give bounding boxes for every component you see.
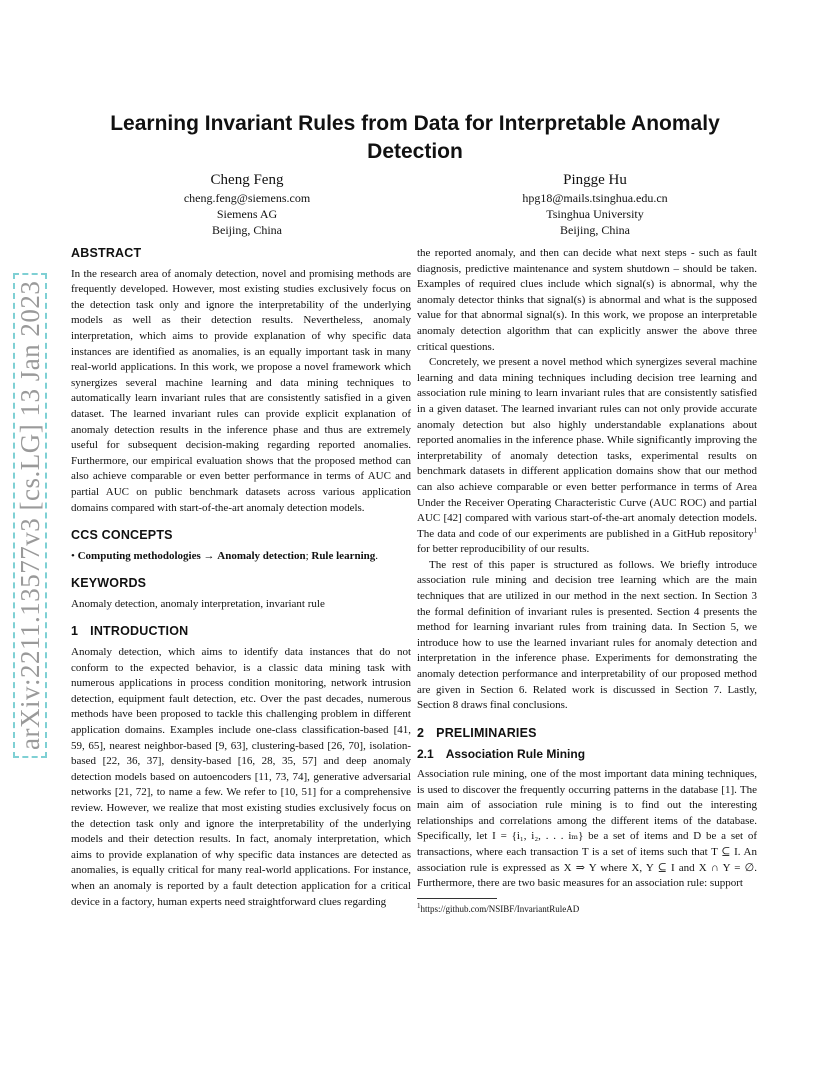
arxiv-identifier-watermark: arXiv:2211.13577v3 [cs.LG] 13 Jan 2023: [13, 273, 47, 758]
section-number: 1: [71, 624, 79, 639]
ccs-concepts: [71, 549, 411, 565]
footnote-marker: 1: [753, 526, 757, 535]
keywords-text: Anomaly detection, anomaly interpretation, invariant rule: [71, 597, 325, 610]
author-email: hpg18@mails.tsinghua.edu.cn: [522, 191, 668, 205]
author-block: [455, 170, 735, 238]
ccs-end: .: [375, 549, 378, 562]
paper-title: Learning Invariant Rules from Data for Interpretable Anomaly Detection: [110, 112, 720, 163]
paragraph-text: for better reproducibility of our results.: [417, 543, 590, 556]
paragraph: Anomaly detection, which aims to identify data instances that do not conform to the expected behavior, is a classic data mining task with numerous applications in process condition monitoring, network intrusion detection, equipment fault detection, etc. Over the past decades, numerous methods have been proposed to tackle this challenging problem in different application domains. Examples include one-class classification-based [41, 59, 65], nearest neighbor-based [9, 63], clustering-based [26, 70], isolation-based [22, 36, 37], density-based [16, 28, 35, 57] and deep anomaly detection models based on autoencoders [11, 73, 74], generative adversarial networks [21, 72], to name a few. We refer to [10, 51] for a comprehensive review. However, we realize that most existing studies exclusively focus on the detection task only and ignore the interpretability of the underlying models and their detection results. In fact, anomaly interpretation, which aims to provide explanation of why specific data instances are detected as anomalies, is equally critical for many real-world applications. For instance, when an anomaly is reported by a fault detection application for a critical device in a factory, human experts need straightforward clues regarding: [71, 646, 411, 908]
footnote-link[interactable]: https://github.com/NSIBF/InvariantRuleAD: [420, 903, 580, 914]
author-block: [107, 170, 387, 238]
subsection-number: 2.1: [417, 747, 434, 762]
section-heading: [71, 624, 411, 640]
author-location: Beijing, China: [560, 223, 630, 237]
footnote: [417, 903, 757, 915]
author-affiliation: Siemens AG: [216, 207, 278, 221]
section-number: 2: [417, 725, 425, 740]
paragraph-text: Concretely, we present a novel method which synergizes several machine learning and data mining techniques including decision tree learning and association rule mining to learn invariant rules that are consistently satisfied in a given dataset. The learned invariant rules can not only provide accurate anomaly detection but also highly understandable explanations about reported anomalies in the inference phase. While significantly improving the interpretability of anomaly detection tasks, experimental results on benchmark datasets in different application domains show that our method can also achieve comparable or even better performance in terms of Area Under the Receiver Operating Characteristic Curve (AUC ROC) and partial AUC [42] compared with various start-of-the-art anomaly detection models. The data and code of our experiments are published in a GitHub repository: [417, 356, 757, 540]
paragraph: the reported anomaly, and then can decide what next steps - such as fault diagnosis, predictive maintenance and system shutdown – should be taken. Examples of required clues include which signal(s) is abnormal, why the anomaly detector thinks that signal(s) is abnormal and what is the supposed value for that abnormal signal(s). In this work, we propose an interpretable anomaly detection algorithm that can explicitly answer the above three critical questions.: [417, 247, 757, 353]
right-column: [417, 246, 757, 915]
abstract-text: In the research area of anomaly detection, novel and promising methods are frequently developed. However, most existing studies exclusively focus on the detection task only and ignore the interpretability of the underlying models as well as their detection results. Nevertheless, anomaly interpretation, which aims to provide explanation of why specific data instances are identified as anomalies, is an equally important task in many real-world applications. In this work, we propose a novel framework which synergizes several machine learning and data mining techniques to automatically learn invariant rules that are consistently satisfied in a given dataset. The learned invariant rules can provide explicit explanation of anomaly detection results in the inference phase and thus are extremely useful for subsequent decision-making regarding reported anomalies. Furthermore, our empirical evaluation shows that the proposed method can also achieve comparable or even better performance in terms of AUC and partial AUC on public benchmark datasets across various application domains compared with start-of-the-art anomaly detection models.: [71, 267, 411, 514]
keywords-heading: KEYWORDS: [71, 576, 147, 591]
ccs-arrow: →: [203, 549, 215, 562]
paragraph: The rest of this paper is structured as follows. We briefly introduce association rule mining and decision tree learning which are the main techniques that are utilized in our method in the next section. In Section 3 the formal definition of invariant rules is presented. Section 4 presents the method for learning invariant rules from training data. In Section 5, we introduce how to use the learned invariant rules for anomaly detection and interpretation in the inference phase. Experiments for demonstrating the anomaly detection performance and interpretability of our proposed method are given in Section 6. Related work is discussed in Section 7. Lastly, Section 8 draws final conclusions.: [417, 558, 757, 712]
author-email: cheng.feng@siemens.com: [183, 191, 311, 205]
subsection-title: Association Rule Mining: [445, 747, 586, 762]
ccs-bullet: •: [71, 549, 75, 562]
footnote-rule: [417, 898, 497, 899]
author-name: Cheng Feng: [210, 172, 284, 188]
ccs-item: Anomaly detection: [217, 549, 306, 562]
subsection-heading: [417, 747, 757, 763]
section-heading: [417, 726, 757, 742]
ccs-heading: CCS CONCEPTS: [71, 528, 173, 543]
ccs-separator: ;: [305, 549, 309, 562]
abstract-heading: ABSTRACT: [71, 246, 142, 260]
author-location: Beijing, China: [212, 223, 282, 237]
paragraph: [417, 355, 757, 558]
paragraph: Association rule mining, one of the most important data mining techniques, is used to discover the frequently occurring patterns in the database [1]. The main aim of association rule mining is to find out the interesting relationships and correlations among the different items of the database. Specifically, let I = {i₁, i₂, . . . iₘ} be a set of items and D be a set of transactions, where each transaction T is a set of items such that T ⊆ I. An association rule is expressed as X ⇒ Y where X, Y ⊆ I and X ∩ Y = ∅. Furthermore, there are two basic measures for an association rule: support: [417, 768, 757, 890]
author-affiliation: Tsinghua University: [546, 207, 644, 221]
section-title: INTRODUCTION: [90, 624, 189, 639]
left-column: [71, 246, 411, 910]
footnote-mark: 1: [417, 901, 421, 910]
author-name: Pingge Hu: [563, 172, 627, 188]
ccs-item: Rule learning: [311, 549, 376, 562]
ccs-item: Computing methodologies: [77, 549, 201, 562]
section-title: PRELIMINARIES: [436, 725, 537, 740]
